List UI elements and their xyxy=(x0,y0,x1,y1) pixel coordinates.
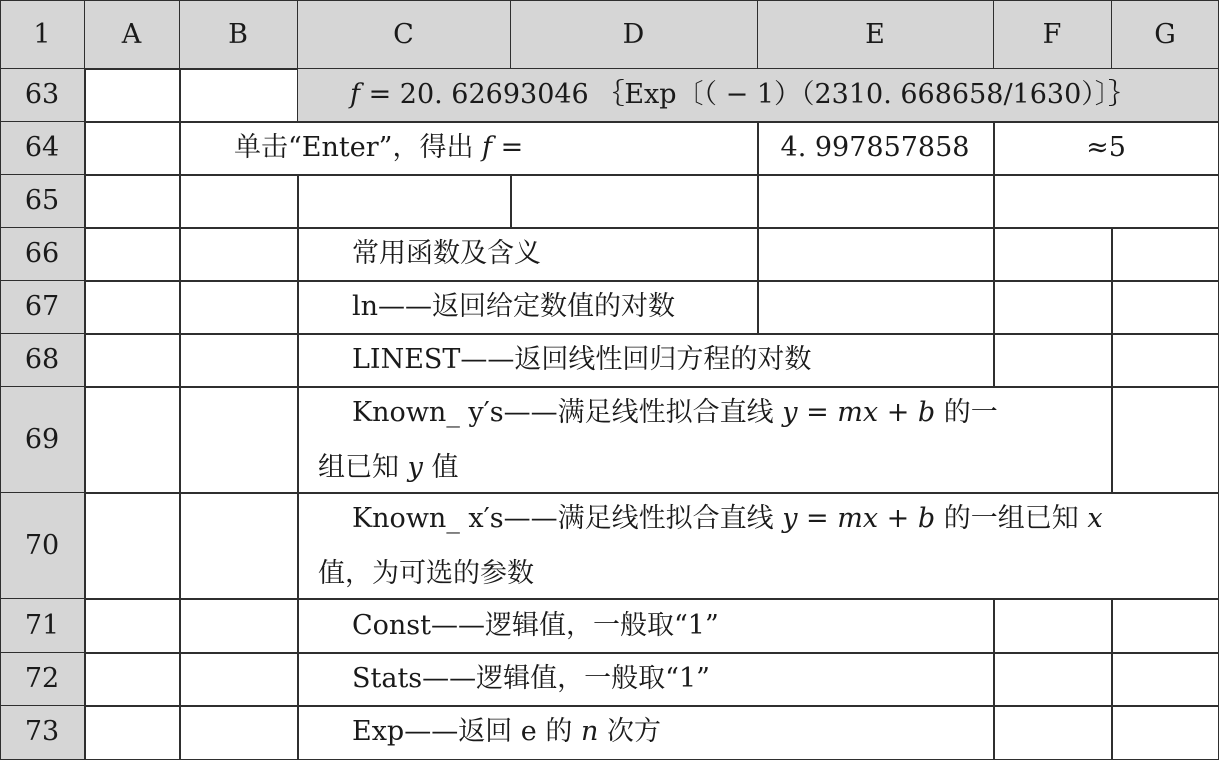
text-c69-equation: y = mx + b xyxy=(782,397,936,428)
text-c70-prefix: Known_ x′s——满足线性拟合直线 xyxy=(352,503,774,534)
cell-f68[interactable] xyxy=(993,333,1113,388)
formula-expression: = 20. 62693046 ｛Exp〔（ − 1）（2310. 668658/1630）〕｝ xyxy=(360,79,1136,110)
cell-a71[interactable] xyxy=(84,598,181,654)
row-label-65: 65 xyxy=(24,185,60,216)
cell-b71[interactable] xyxy=(179,598,299,654)
cell-g72[interactable] xyxy=(1111,652,1219,707)
text-c69-suffix: 的一 xyxy=(943,397,998,428)
cell-f65-merged[interactable] xyxy=(993,174,1219,229)
column-label-c: C xyxy=(393,19,414,50)
text-c70-equation: y = mx + b xyxy=(782,503,936,534)
cell-b70[interactable] xyxy=(179,492,299,600)
cell-a64[interactable] xyxy=(84,121,181,176)
cell-e65[interactable] xyxy=(757,174,995,229)
cell-g69[interactable] xyxy=(1111,386,1219,494)
text-c66: 常用函数及含义 xyxy=(352,238,541,269)
column-label-g: G xyxy=(1154,19,1176,50)
cell-g66[interactable] xyxy=(1111,227,1219,282)
cell-a68[interactable] xyxy=(84,333,181,388)
text-c69-prefix: Known_ y′s——满足线性拟合直线 xyxy=(352,397,774,428)
cell-a73[interactable] xyxy=(84,705,181,760)
cell-f71[interactable] xyxy=(993,598,1113,654)
cell-g68[interactable] xyxy=(1111,333,1219,388)
row-label-66: 66 xyxy=(24,238,60,269)
text-c69-line2 xyxy=(318,451,458,485)
cell-a63[interactable] xyxy=(84,68,181,123)
text-c69-line2-var: y xyxy=(407,452,423,483)
text-c70-suffix: 的一组已知 xyxy=(943,503,1079,534)
enter-prompt-text: 单击“Enter”，得出 xyxy=(234,132,474,163)
column-label-b: B xyxy=(228,19,248,50)
text-c73 xyxy=(352,715,661,749)
cell-d65[interactable] xyxy=(510,174,759,229)
column-label-e: E xyxy=(865,19,885,50)
enter-prompt-equals: = xyxy=(492,132,524,163)
cell-b63[interactable] xyxy=(179,68,299,123)
cell-f67[interactable] xyxy=(993,280,1113,335)
cell-a66[interactable] xyxy=(84,227,181,282)
cell-f72[interactable] xyxy=(993,652,1113,707)
text-c69-line2-prefix: 组已知 xyxy=(318,452,399,483)
enter-prompt-64 xyxy=(234,131,523,165)
cell-e67[interactable] xyxy=(757,280,995,335)
cell-g73[interactable] xyxy=(1111,705,1219,760)
column-label-a: A xyxy=(121,19,142,50)
text-c71: Const——逻辑值，一般取“1” xyxy=(352,610,719,641)
row-label-72: 72 xyxy=(24,663,60,694)
cell-a72[interactable] xyxy=(84,652,181,707)
cell-g71[interactable] xyxy=(1111,598,1219,654)
row-label-73: 73 xyxy=(24,716,60,747)
formula-f-symbol: f xyxy=(350,79,360,110)
text-c68: LINEST——返回线性回归方程的对数 xyxy=(352,344,812,375)
approx-value-f64: ≈5 xyxy=(1086,132,1126,163)
text-c72: Stats——逻辑值，一般取“1” xyxy=(352,663,710,694)
formula-text-63 xyxy=(350,78,1135,112)
row-label-68: 68 xyxy=(24,344,60,375)
row-label-63: 63 xyxy=(24,79,60,110)
row-label-header: 1 xyxy=(33,19,51,50)
cell-g67[interactable] xyxy=(1111,280,1219,335)
text-c73-prefix: Exp——返回 e 的 xyxy=(352,716,573,747)
text-c70-var: x xyxy=(1087,503,1103,534)
cell-f66[interactable] xyxy=(993,227,1113,282)
enter-prompt-f-symbol: f xyxy=(482,132,493,163)
cell-a65[interactable] xyxy=(84,174,181,229)
column-label-f: F xyxy=(1042,19,1062,50)
text-c67: ln——返回给定数值的对数 xyxy=(352,291,676,322)
text-c70-line2: 值，为可选的参数 xyxy=(318,558,534,589)
cell-c65[interactable] xyxy=(297,174,512,229)
column-label-d: D xyxy=(622,19,645,50)
cell-b65[interactable] xyxy=(179,174,299,229)
cell-b68[interactable] xyxy=(179,333,299,388)
row-label-70: 70 xyxy=(24,530,60,561)
text-c69-line1 xyxy=(352,396,998,430)
cell-e66[interactable] xyxy=(757,227,995,282)
cell-b69[interactable] xyxy=(179,386,299,494)
text-c70-line1 xyxy=(352,502,1103,536)
text-c69-line2-suffix: 值 xyxy=(431,452,459,483)
cell-b66[interactable] xyxy=(179,227,299,282)
row-label-71: 71 xyxy=(24,610,60,641)
text-c73-var: n xyxy=(580,716,599,747)
text-c73-suffix: 次方 xyxy=(606,716,661,747)
cell-f73[interactable] xyxy=(993,705,1113,760)
row-label-64: 64 xyxy=(24,132,60,163)
cell-b72[interactable] xyxy=(179,652,299,707)
row-label-69: 69 xyxy=(24,424,60,455)
cell-b73[interactable] xyxy=(179,705,299,760)
cell-b67[interactable] xyxy=(179,280,299,335)
cell-a69[interactable] xyxy=(84,386,181,494)
result-value-e64: 4. 997857858 xyxy=(780,132,970,163)
row-label-67: 67 xyxy=(24,291,60,322)
cell-a70[interactable] xyxy=(84,492,181,600)
cell-a67[interactable] xyxy=(84,280,181,335)
